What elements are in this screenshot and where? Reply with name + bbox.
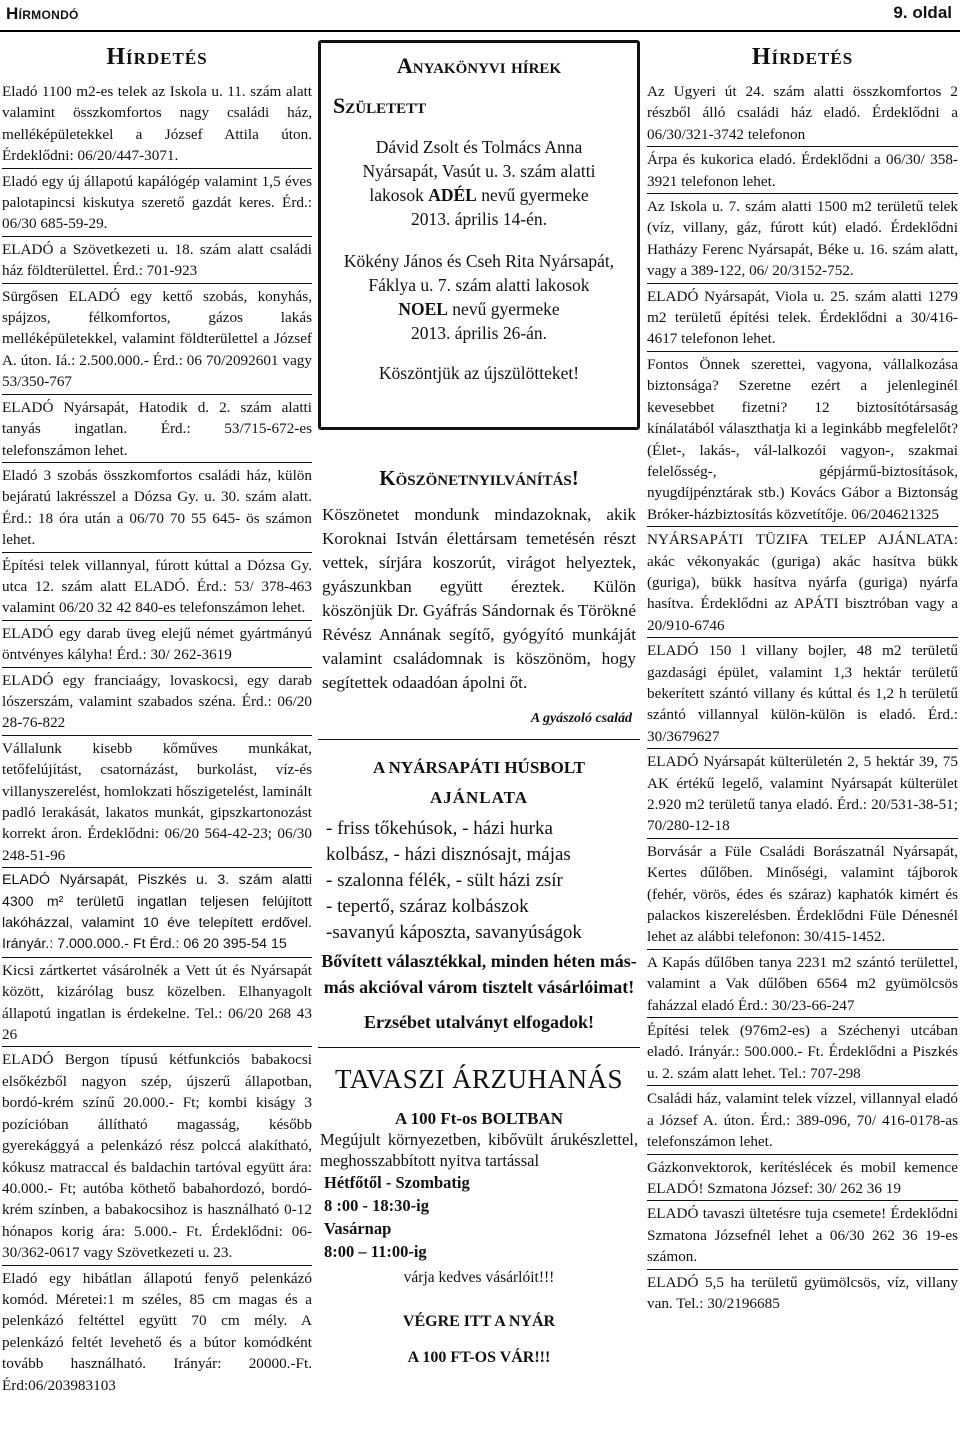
baby-name: NOEL [398,299,448,319]
classified-ad: Eladó 3 szobás összkomfortos családi ház, külön bejáratú lakrésszel a Dózsa Gy. u. 30. szám alatt. Érd.: 18 óra után a 06/70 70 55 645- ös számon lehet. [2,465,312,553]
shop-item: -savanyú káposzta, savanyúságok [326,922,582,943]
shop-offer-heading: AJÁNLATA [429,788,529,807]
summer-headline: VÉGRE ITT A NYÁR [402,1313,556,1330]
births-heading: Született [333,93,427,118]
classified-ad: ELADÓ Nyársapát külterületén 2, 5 hektár 39, 75 AK értékű legelő, valamint Nyársapát külterület 2.920 m2 területű tanya eladó. Érd.: 20/531-38-51; 70/280-12-18 [647,751,958,839]
right-ads-column [647,40,958,1448]
page-number: 9. oldal [893,3,952,22]
shop-item: - tepertő, száraz kolbászok [326,896,529,917]
shop-item: - szalonna félék, - sült házi zsír [326,870,563,891]
classified-ad: Eladó 1100 m2-es telek az Iskola u. 11. szám alatt valamint összkomfortos nagy családi ház, melléképületekkel a József Attila úton. Érdeklődni: 06/20/447-3071. [2,81,312,169]
classified-ad: Az Iskola u. 7. szám alatti 1500 m2 területű telek (víz, villany, gáz, fúrott kút) eladó. Érdeklődni Hatházy Ferenc Nyársapát, Béke u. 16. szám alatt, vagy a 389-122, 06/ 20/3152-752. [647,196,958,284]
classified-ad: Borvásár a Füle Családi Borászatnál Nyársapát, Kertes dűlőben. Minőségi, valamint tájborok (fehér, vörös, édes és száraz) kaphatók kimért és palackos kiszerelésben. Érdeklődni Füle Dénesnél lehet az alábbi telefonon: 30/415-1452. [647,841,958,950]
classified-ad: ELADÓ Nyársapát, Viola u. 25. szám alatti 1279 m2 területű építési telek. Érdeklődni a 30/416-4617 telefonon lehet. [647,286,958,352]
classified-ad: ELADÓ Nyársapát, Hatodik d. 2. szám alatti tanyás ingatlan. Érd.: 53/715-672-es telefonszámon lehet. [2,397,312,463]
summer-subline: A 100 FT-OS VÁR!!! [407,1349,551,1366]
paper-name: Hírmondó [6,4,79,23]
birth-notice: Dávid Zsolt és Tolmács Anna Nyársapát, Vasút u. 3. szám alatti lakosok ADÉL nevű gyermeke 2013. április 14-én. [362,137,596,229]
classified-ad: ELADÓ Nyársapát, Piszkés u. 3. szám alatti 4300 m² területű ingatlan teljesen felújított lakóházzal, valamint 10 éve telepített erdővel. Irányár.: 7.000.000.- Ft Érd.: 06 20 395-54 15 [2,870,312,958]
middle-column [318,40,640,1448]
shop-voucher-text: Erzsébet utalványt elfogadok! [364,1012,594,1032]
sale-hours: Hétfőtől - Szombatig [324,1173,470,1192]
spring-sale-ad [318,1047,640,1367]
left-ads-column [2,40,312,1448]
classified-ad: ELADÓ Bergon típusú kétfunkciós babakocsi elsőkézből nagyon szép, újszerű állapotban, bordó-krém színű 20.000.- Ft; kombi kiságy 3 pozícióban állítható magasság, később gyerekággyá a pelenkázó rész polccá alakítható, kókusz matraccal és baldachin tartóval együtt ára: 40.000.- Ft; autóba köthető babahordozó, bordó-krém színben, a babakocsihoz is használható 0-12 hónapos korig ára: 5.000.- Ft. Érdeklődni: 06-30/362-0617 vagy Szövetkezeti u. 23. [2,1049,312,1265]
classified-ad: Eladó egy hibátlan állapotú fenyő pelenkázó komód. Méretei:1 m széles, 85 cm magas és a pelenkázó feltéttel együtt 70 cm mély. A pelenkázó feltét levehető és a bútor komódként tovább használható. Irányár: 20000.-Ft. Érd:06/203983103 [2,1269,312,1394]
classified-ad: Sürgősen ELADÓ egy kettő szobás, konyhás, spájzos, félkomfortos, gázos lakás melléképületekkel, valamint földterülettel a József A. úton. Iá.: 2.500.000.- Érd.: 06 70/2092601 vagy 53/350-767 [2,286,312,395]
classified-ad: ELADÓ 5,5 ha területű gyümölcsös, víz, villany van. Tel.: 30/2196685 [647,1273,958,1312]
registry-news-box [318,40,640,430]
left-section-title: Hírdetés [106,44,208,70]
registry-title: Anyakönyvi hírek [396,53,562,78]
classified-ad: ELADÓ egy darab üveg elejű német gyártmányú öntvényes kályha! Érd.: 30/ 262-3619 [2,623,312,668]
classified-ad: Árpa és kukorica eladó. Érdeklődni a 06/30/ 358-3921 telefonon lehet. [647,149,958,194]
shop-item: kolbász, - házi disznósajt, májas [326,844,571,865]
thanks-signature: A gyászoló család [530,711,632,726]
thanks-title: Köszönetnyilvánítás! [379,466,579,490]
sale-hours: Vasárnap [324,1219,392,1238]
sale-hours: 8:00 – 11:00-ig [324,1242,427,1261]
thanks-body: Köszönetet mondunk mindazoknak, akik Koroknai István élettársam temetésén részt vettek, sírjára koszorút, virágot helyeztek, gyászunkban együtt éreztek. Külön köszönjük Dr. Gyáfrás Sándornak és Törökné Révész Annának segítő, gyógyító munkáját valamint családomnak is köszönöm, hogy segítettek odaadóan ápolni őt. [322,505,636,692]
classified-ad: Építési telek (976m2-es) a Széchenyi utcában eladó. Irányár.: 500.000.- Ft. Érdeklődni a Piszkés u. 2. szám alatt lehet. Tel.: 707-298 [647,1020,958,1086]
sale-shop-name: A 100 Ft-os BOLTBAN [395,1109,563,1128]
classified-ad: ELADÓ 150 l villany bojler, 48 m2 területű gazdasági épület, valamint 1,3 hektár területű bekerített szántó villany és kúttal és 1,2 h területű szántó villannyal külön-külön is eladó. Érd.: 30/3679627 [647,640,958,749]
classified-ad: ELADÓ a Szövetkezeti u. 18. szám alatt családi ház földterülettel. Érd.: 701-923 [2,239,312,284]
sale-description: Megújult környezetben, kibővült árukészlettel, meghosszabbított nyitva tartással [320,1130,638,1170]
classified-ad: Eladó egy új állapotú kapálógép valamint 1,5 éves palotapincsi kiskutya szerető gazdát keres. Érd.: 06/30 685-59-29. [2,171,312,237]
baby-name: ADÉL [428,185,477,205]
shop-name: A NYÁRSAPÁTI HÚSBOLT [373,758,585,777]
classified-ad: ELADÓ egy franciaágy, lovaskocsi, egy darab lószerszám, valamint szabados széna. Érd.: 06/20 28-76-822 [2,670,312,736]
classified-ad: Gázkonvektorok, kerítéslécek és mobil kemence ELADÓ! Szmatona József: 30/ 262 36 19 [647,1157,958,1202]
page-header [0,0,960,32]
classified-ad: NYÁRSAPÁTI TÜZIFA TELEP AJÁNLATA: akác vékonyakác (guriga) akác hasítva bükk (guriga), bükk hasítva nyárfa (guriga) nyárfa hasítva. Érdeklődni az APÁTI bisztróban vagy a 20/910-6746 [647,529,958,638]
right-section-title: Hírdetés [751,44,854,70]
classified-ad: Vállalunk kisebb kőműves munkákat, tetőfelújítást, csatornázást, burkolást, víz-és villanyszerelést, homlokzati hőszigetelést, laminált padló lerakását, lakatos munkát, gipszkartonozást korrekt áron. Érdeklődni: 06/20 564-42-23; 06/30 248-51-96 [2,738,312,868]
butcher-shop-ad [318,739,640,1033]
shop-promo-text: Bővített választékkal, minden héten más-más akcióval várom tisztelt vásárlóimat! [321,951,637,997]
classified-ad: ELADÓ tavaszi ültetésre tuja csemete! Érdeklődni Szmatona Józsefnél lehet a 06/30 262 36 19-es számon. [647,1203,958,1269]
sale-hours: 8 :00 - 18:30-ig [324,1196,429,1215]
congratulations-text: Köszöntjük az újszülötteket! [378,363,580,383]
classified-ad: Építési telek villannyal, fúrott kúttal a Dózsa Gy. utca 12. szám alatt ELADÓ. Érd.: 53/ 378-463 valamint 06/20 32 42 840-es telefonszámon lehet. [2,555,312,621]
sale-closing: várja kedves vásárlóit!!! [403,1269,555,1286]
birth-notice: Kökény János és Cseh Rita Nyársapát, Fáklya u. 7. szám alatti lakosok NOEL nevű gyermeke 2013. április 26-án. [343,251,615,343]
classified-ad: Az Ugyeri út 24. szám alatti összkomfortos 2 részből álló családi ház eladó. Érdeklődni a 06/30/321-3742 telefonon [647,81,958,147]
shop-item: - friss tőkehúsok, - házi hurka [326,818,553,839]
classified-ad: Családi ház, valamint telek vízzel, villannyal eladó a József A. úton. Érd.: 389-096, 70/ 416-0178-as telefonszámon lehet. [647,1088,958,1154]
sale-title: TAVASZI ÁRZUHANÁS [334,1064,624,1094]
classified-ad: Kicsi zártkertet vásárolnék a Vett út és Nyársapát között, kizárólag busz közelben. Elhanyagolt állapotú ingatlan is érdekelne. Tel.: 06/20 268 43 26 [2,960,312,1048]
classified-ad: Fontos Önnek szerettei, vagyona, vállalkozása biztonsága? Szeretne ezért a jelenleginél kevesebbet fizetni? 12 biztosítótársaság kínálatából választhatja ki a leginkább megfelelőt? (Élet-, lakás-, vál-lalkozói vagyon-, szakmai felelősség-, gépjármű-biztosítások, nyugdíjpénztárak stb.) Kovács Gábor a Biztonság Bróker-házbiztosítás közvetítője. 06/204621325 [647,354,958,527]
classified-ad: A Kapás dűlőben tanya 2231 m2 szántó területtel, valamint a Vak dűlőben 6564 m2 gyümölcsös faházzal eladó Érd.: 30/23-66-247 [647,952,958,1018]
